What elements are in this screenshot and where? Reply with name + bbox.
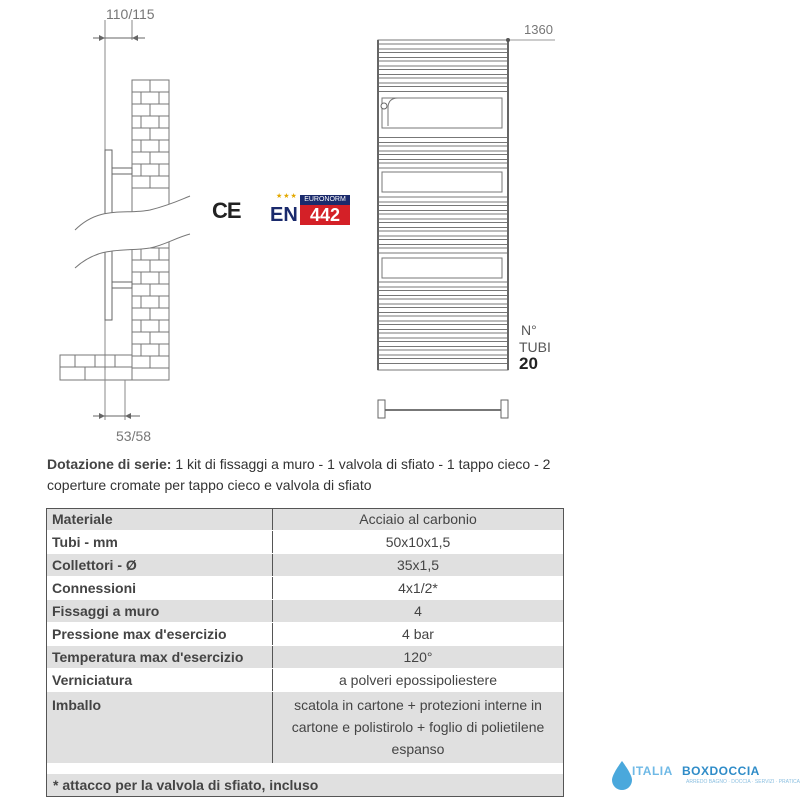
en-number: 442	[300, 205, 350, 225]
radiator-tube	[378, 291, 508, 296]
radiator-tube	[378, 44, 508, 49]
en442-euronorm-icon	[268, 192, 352, 228]
spec-key: Tubi - mm	[46, 531, 273, 554]
en-prefix: EN	[270, 204, 298, 226]
radiator-tube	[378, 308, 508, 313]
spec-value: 4	[273, 600, 564, 623]
radiator-tube	[378, 231, 508, 236]
spec-value: 4x1/2*	[273, 577, 564, 600]
spec-key: Fissaggi a muro	[46, 600, 273, 623]
table-row	[46, 600, 563, 623]
spec-value: 35x1,5	[273, 554, 564, 577]
footnote: * attacco per la valvola di sfiato, incluso	[46, 774, 563, 796]
radiator-tube	[378, 342, 508, 347]
side-view-drawing	[55, 20, 215, 435]
spec-key: Verniciatura	[46, 669, 273, 692]
radiator-tube	[378, 333, 508, 338]
table-row	[46, 554, 563, 577]
spec-value: 4 bar	[273, 623, 564, 646]
spec-key: Pressione max d'esercizio	[46, 623, 273, 646]
specifications-table	[46, 508, 563, 764]
spec-key: Collettori - Ø	[46, 554, 273, 577]
logo-part1: ITALIA	[632, 764, 673, 778]
table-row	[46, 531, 563, 554]
table-row	[46, 646, 563, 669]
radiator-tube	[378, 197, 508, 202]
spec-value: scatola in cartone + protezioni interne in cartone e polistirolo + foglio di polietilene espanso	[273, 692, 564, 764]
radiator-tube	[378, 155, 508, 160]
water-drop-icon	[610, 760, 634, 790]
radiator-tube	[378, 78, 508, 83]
table-row	[46, 692, 563, 764]
radiator-tube	[378, 282, 508, 287]
italiaboxdoccia-logo	[610, 758, 798, 794]
radiator-tube	[378, 325, 508, 330]
radiator-tube	[378, 53, 508, 58]
radiator-tube	[378, 70, 508, 75]
spec-value: 120°	[273, 646, 564, 669]
table-row	[46, 669, 563, 692]
bottom-dimension-label: 53/58	[116, 428, 152, 444]
tubes-label-line1: N°	[521, 322, 537, 338]
standard-equipment-label: Dotazione di serie:	[47, 456, 172, 472]
radiator-tube	[378, 350, 508, 355]
spec-value: a polveri epossipoliestere	[273, 669, 564, 692]
top-dimension-label: 110/115	[106, 6, 155, 22]
spec-value: Acciaio al carbonio	[273, 508, 564, 531]
radiator-tube	[378, 163, 508, 168]
standard-equipment-text: 1 kit di fissaggi a muro - 1 valvola di sfiato - 1 tappo cieco - 2 coperture cromate per tappo cieco e valvola di sfiato	[47, 456, 551, 493]
radiator-tube	[378, 206, 508, 211]
logo-tagline: ARREDO BAGNO · DOCCIA · SERVIZI · PRATICA	[686, 779, 800, 785]
table-row	[46, 577, 563, 600]
radiator-tube	[378, 248, 508, 253]
radiator-tube	[378, 87, 508, 92]
radiator-tube	[378, 359, 508, 364]
spec-key: Imballo	[46, 692, 273, 764]
table-row	[46, 623, 563, 646]
table-row	[46, 508, 563, 531]
radiator-tube	[378, 299, 508, 304]
radiator-tube	[378, 138, 508, 143]
radiator-tube	[378, 146, 508, 151]
logo-part2: BOXDOCCIA	[682, 764, 760, 778]
euronorm-stars-icon: ★★★	[276, 193, 298, 200]
radiator-tube	[378, 316, 508, 321]
tubes-label-line2: TUBI	[519, 339, 551, 355]
spec-key: Connessioni	[46, 577, 273, 600]
radiator-tube	[378, 240, 508, 245]
spec-key: Materiale	[46, 508, 273, 531]
ce-mark-icon: CE	[212, 198, 241, 223]
euronorm-label: EURONORM	[300, 195, 350, 205]
standard-equipment-note	[47, 454, 607, 496]
spec-value: 50x10x1,5	[273, 531, 564, 554]
radiator-tube	[378, 214, 508, 219]
tubes-count: 20	[519, 354, 538, 373]
radiator-tube	[378, 223, 508, 228]
spec-key: Temperatura max d'esercizio	[46, 646, 273, 669]
radiator-tube	[378, 61, 508, 66]
height-dimension-label: 1360	[524, 22, 553, 37]
